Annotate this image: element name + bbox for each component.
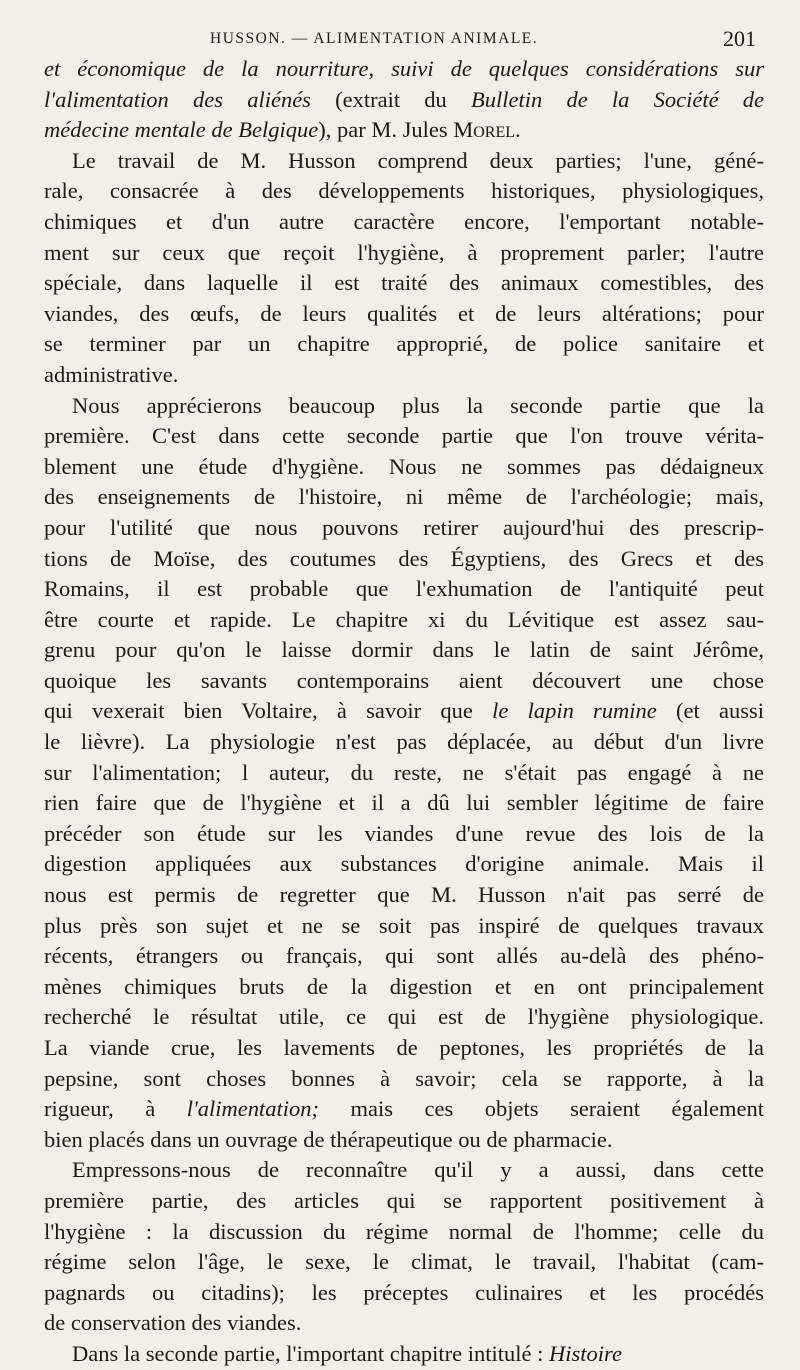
text-segment: qui vexerait bien Voltaire, à savoir que — [44, 698, 493, 724]
text-line — [44, 176, 764, 207]
text-line — [44, 421, 764, 452]
text-segment: grenu pour qu'on le laisse dormir dans le latin de saint Jérôme, — [44, 637, 764, 663]
italic-text: l'alimentation des aliénés — [44, 86, 311, 112]
text-line — [44, 329, 764, 360]
text-line — [44, 482, 764, 513]
text-line — [44, 574, 764, 605]
italic-text: le lapin rumine — [492, 698, 657, 724]
text-line — [44, 544, 764, 575]
text-line — [44, 1217, 764, 1248]
text-line — [44, 941, 764, 972]
text-segment: quoique les savants contemporains aient découvert une chose — [44, 667, 764, 693]
page-number: 201 — [723, 26, 756, 51]
text-segment: tions de Moïse, des coutumes des Égyptiens, des Grecs et des — [44, 545, 764, 571]
text-line — [44, 452, 764, 483]
paragraph — [44, 1339, 764, 1370]
text-segment: pepsine, sont choses bonnes à savoir; cela se rapporte, à la — [44, 1065, 764, 1091]
text-segment: se terminer par un chapitre approprié, de police sanitaire et — [44, 331, 764, 357]
text-segment: ), par M. Jules — [318, 117, 454, 143]
text-line — [44, 696, 764, 727]
text-line — [44, 54, 764, 85]
text-line — [44, 1125, 764, 1156]
text-line — [44, 268, 764, 299]
text-segment: des enseignements de l'histoire, ni même de l'archéologie; mais, — [44, 484, 764, 510]
running-title: HUSSON. — ALIMENTATION ANIMALE. — [210, 30, 539, 47]
text-segment: spéciale, dans laquelle il est traité des animaux comestibles, des — [44, 270, 764, 296]
text-segment: plus près son sujet et ne se soit pas inspiré de quelques travaux — [44, 912, 764, 938]
text-line — [44, 115, 764, 146]
text-segment: être courte et rapide. Le chapitre xi du Lévitique est assez sau- — [44, 606, 764, 632]
text-line — [44, 391, 764, 422]
text-segment: de conservation des viandes. — [44, 1310, 302, 1336]
author-name: Morel — [453, 117, 516, 143]
italic-text: Bulletin de la Société de — [471, 86, 764, 112]
text-segment: rien faire que de l'hygiène et il a dû lui sembler légitime de faire — [44, 790, 764, 816]
text-line — [44, 513, 764, 544]
text-line — [44, 207, 764, 238]
text-segment: bien placés dans un ouvrage de thérapeutique ou de pharmacie. — [44, 1126, 613, 1152]
text-line — [44, 146, 764, 177]
text-segment: Le travail de M. Husson comprend deux parties; l'une, géné- — [72, 147, 764, 173]
paragraph — [44, 54, 764, 146]
text-segment: mais ces objets seraient également — [319, 1096, 764, 1122]
text-segment: (et aussi — [656, 698, 764, 724]
text-segment: précéder son étude sur les viandes d'une revue des lois de la — [44, 820, 764, 846]
text-segment: viandes, des œufs, de leurs qualités et de leurs altérations; pour — [44, 300, 764, 326]
text-line — [44, 1002, 764, 1033]
italic-text: et économique de la nourriture, suivi de quelques considérations sur — [44, 56, 764, 81]
text-line — [44, 1339, 764, 1370]
text-segment: nous est permis de regretter que M. Husson n'ait pas serré de — [44, 882, 764, 908]
text-segment: Dans la seconde partie, l'important chapitre intitulé : — [72, 1340, 550, 1366]
text-segment: récents, étrangers ou français, qui sont allés au-delà des phéno- — [44, 943, 764, 969]
text-line — [44, 85, 764, 116]
text-line — [44, 605, 764, 636]
text-line — [44, 758, 764, 789]
paragraph — [44, 1155, 764, 1339]
text-line — [44, 880, 764, 911]
text-line — [44, 1155, 764, 1186]
text-line — [44, 360, 764, 391]
text-segment: . — [515, 117, 521, 143]
text-segment: blement une étude d'hygiène. Nous ne sommes pas dédaigneux — [44, 453, 764, 479]
text-segment: première. C'est dans cette seconde partie que l'on trouve vérita- — [44, 423, 764, 449]
paragraph — [44, 146, 764, 391]
text-line — [44, 1308, 764, 1339]
text-segment: première partie, des articles qui se rapportent positivement à — [44, 1187, 764, 1213]
text-segment: administrative. — [44, 361, 179, 387]
text-segment: rale, consacrée à des développements historiques, physiologiques, — [44, 178, 764, 204]
text-segment: digestion appliquées aux substances d'origine animale. Mais il — [44, 851, 764, 877]
text-line — [44, 635, 764, 666]
text-segment: régime selon l'âge, le sexe, le climat, le travail, l'habitat (cam- — [44, 1249, 764, 1275]
text-segment: sur l'alimentation; l auteur, du reste, ne s'était pas engagé à ne — [44, 759, 764, 785]
text-segment: mènes chimiques bruts de la digestion et en ont principalement — [44, 973, 764, 999]
text-line — [44, 1094, 764, 1125]
text-segment: ment sur ceux que reçoit l'hygiène, à proprement parler; l'autre — [44, 239, 764, 265]
text-segment: chimiques et d'un autre caractère encore, l'emportant notable- — [44, 208, 764, 234]
text-segment: La viande crue, les lavements de peptones, les propriétés de la — [44, 1035, 764, 1060]
text-line — [44, 911, 764, 942]
text-line — [44, 972, 764, 1003]
text-line — [44, 1278, 764, 1309]
text-line — [44, 727, 764, 758]
italic-text: l'alimentation; — [186, 1096, 320, 1122]
text-segment: l'hygiène : la discussion du régime normal de l'homme; celle du — [44, 1218, 764, 1244]
text-line — [44, 299, 764, 330]
text-line — [44, 238, 764, 269]
text-segment: rigueur, à — [44, 1096, 187, 1122]
text-line — [44, 849, 764, 880]
running-header — [44, 14, 764, 54]
body-text — [44, 54, 764, 1370]
text-segment: (extrait du — [310, 86, 472, 112]
text-segment: pagnards ou citadins); les préceptes culinaires et les procédés — [44, 1279, 764, 1305]
text-segment: Empressons-nous de reconnaître qu'il y a aussi, dans cette — [72, 1157, 764, 1183]
text-line — [44, 1064, 764, 1095]
text-line — [44, 1033, 764, 1064]
text-line — [44, 819, 764, 850]
text-line — [44, 666, 764, 697]
text-segment: pour l'utilité que nous pouvons retirer aujourd'hui des prescrip- — [44, 514, 764, 540]
italic-text: médecine mentale de Belgique — [44, 117, 319, 143]
text-line — [44, 1186, 764, 1217]
text-segment: Romains, il est probable que l'exhumation de l'antiquité peut — [44, 576, 764, 602]
text-segment: le lièvre). La physiologie n'est pas déplacée, au début d'un livre — [44, 729, 764, 755]
italic-text: Histoire — [549, 1340, 622, 1366]
text-line — [44, 1247, 764, 1278]
text-line — [44, 788, 764, 819]
text-segment: Nous apprécierons beaucoup plus la seconde partie que la — [72, 392, 764, 418]
text-segment: recherché le résultat utile, ce qui est de l'hygiène physiologique. — [44, 1004, 764, 1030]
paragraph — [44, 391, 764, 1156]
